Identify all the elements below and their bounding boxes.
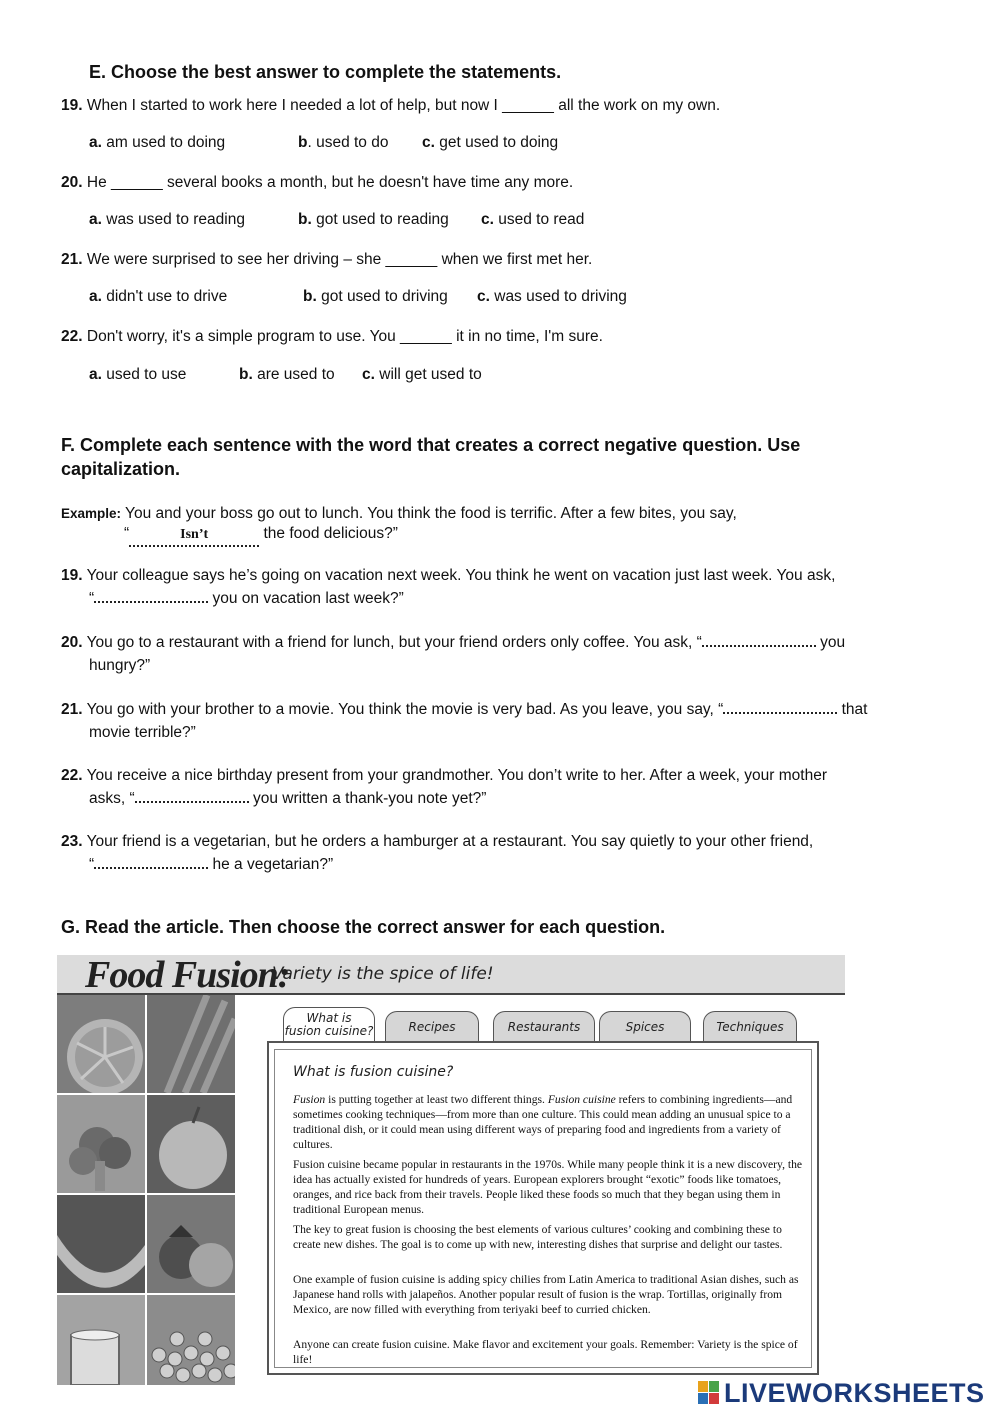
question-e-20 [61,171,573,194]
section-f-heading: F. Complete each sentence with the word that creates a correct negative question. Use capitalization. [61,435,801,479]
section-e-heading: E. Choose the best answer to complete the statements. [89,62,562,82]
option-b[interactable]: b. are used to [239,366,335,383]
strawberry-tile [147,1195,235,1293]
liveworksheets-brand[interactable]: LIVEWORKSHEETS [724,1378,985,1408]
question-e-22 [61,325,603,348]
option-c[interactable]: c. was used to driving [477,288,627,305]
glass-tile [57,1295,145,1385]
paragraph-4: One example of fusion cuisine is adding spicy chilies from Latin America to traditional Asian dishes, such as Japanese hand rolls with jalapeños. Another popular result of fusion is the wrap. Tortillas, originally from Mexico, are now filled with everything from teriyaki beef to curried chicken. [293,1273,799,1316]
question-e-21 [61,248,592,271]
example-answer: Isn’t [180,527,209,542]
question-f-20: 20. You go to a restaurant with a friend for lunch, but your friend orders only coffee. You ask, “ you [61,631,845,654]
tab-techniques[interactable]: Techniques [703,1011,797,1042]
option-b[interactable]: b. got used to reading [298,211,449,228]
question-text: He ______ several books a month, but he doesn't have time any more. [86,174,574,191]
question-text: We were surprised to see her driving – she ______ when we first met her. [86,251,593,268]
question-number: 21. [61,251,83,268]
paragraph-3: The key to great fusion is choosing the best elements of various cultures’ cooking and combining these to create new dishes. The goal is to come up with new, interesting dishes that surprise and delight our tastes. [293,1223,783,1251]
cinnamon-sticks-tile [147,995,235,1093]
beans-tile [147,1295,235,1385]
melon-tile [57,1195,145,1293]
article-panel [267,1041,819,1375]
example: Example: You and your boss go out to lunch. You think the food is terrific. After a few bites, you say, [61,505,737,522]
paragraph-1: Fusion is putting together at least two different things. Fusion cuisine refers to combining ingredients—and sometimes cooking techniques—from more than one culture. This could mean adding an unusual spice to a traditional dish, or it could mean using different ways of preparing food and ingredients from a variety of cultures. [293,1093,793,1151]
question-number: 22. [61,328,83,345]
options-e-22 [0,366,1000,386]
option-c[interactable]: c. used to read [481,211,585,228]
question-f-23: 23. Your friend is a vegetarian, but he orders a hamburger at a restaurant. You say quietly to your other friend, [61,833,814,850]
answer-blank-23[interactable] [94,853,208,869]
apple-tile [147,1095,235,1193]
options-e-20 [0,211,1000,231]
article-logo: Food Fusion: [85,954,290,996]
answer-blank-22[interactable] [135,787,249,803]
question-text: Don't worry, it's a simple program to use. You ______ it in no time, I'm sure. [86,328,603,345]
panel-heading: What is fusion cuisine? [293,1064,454,1080]
paragraph-5: Anyone can create fusion cuisine. Make flavor and excitement your goals. Remember: Variety is the spice of life! [293,1338,798,1366]
question-f-19: 19. Your colleague says he’s going on vacation next week. You think he went on vacation just last week. You ask, [61,567,836,584]
options-e-21 [0,288,1000,308]
option-a[interactable]: a. am used to doing [89,134,226,151]
section-g-heading: G. Read the article. Then choose the correct answer for each question. [61,917,666,937]
article-tagline: Variety is the spice of life! [272,964,494,984]
tab-restaurants[interactable]: Restaurants [493,1011,595,1042]
paragraph-2: Fusion cuisine became popular in restaurants in the 1970s. While many people think it is a new discovery, the idea has actually existed for hundreds of years. European explorers brought “exotic” foods like tomatoes, oranges, and rice back from their travels. People liked these foods so much that they began using them in traditional European menus. [293,1158,803,1216]
answer-blank-19[interactable] [94,587,208,603]
answer-blank-21[interactable] [723,698,837,714]
option-c[interactable]: c. will get used to [362,366,482,383]
broccoli-tile [57,1095,145,1193]
food-photo-collage [57,995,237,1385]
options-e-19 [0,134,1000,154]
article-image [57,955,845,1385]
option-b[interactable]: b. got used to driving [303,288,448,305]
option-a[interactable]: a. was used to reading [89,211,245,228]
option-c[interactable]: c. get used to doing [422,134,559,151]
question-f-22: 22. You receive a nice birthday present from your grandmother. You don’t write to her. After a week, your mother [61,767,827,784]
option-a[interactable]: a. didn't use to drive [89,288,228,305]
answer-blank-20[interactable] [702,631,816,647]
question-f-21: 21. You go with your brother to a movie. You think the movie is very bad. As you leave, you say, “ that [61,698,867,721]
liveworksheets-icon [698,1381,720,1405]
question-text: When I started to work here I needed a lot of help, but now I ______ all the work on my own. [86,97,721,114]
question-e-19 [61,94,720,117]
example-label: Example: [61,506,122,521]
question-number: 19. [61,97,83,114]
option-a[interactable]: a. used to use [89,366,187,383]
option-b[interactable]: b. used to do [298,134,389,151]
tab-what-is-fusion[interactable]: What is fusion cuisine? [283,1007,375,1041]
example-answer-line: “ Isn’t the food delicious?” [124,523,398,547]
orange-slice-tile [57,995,145,1093]
question-number: 20. [61,174,83,191]
tab-recipes[interactable]: Recipes [385,1011,479,1042]
tab-spices[interactable]: Spices [599,1011,691,1042]
